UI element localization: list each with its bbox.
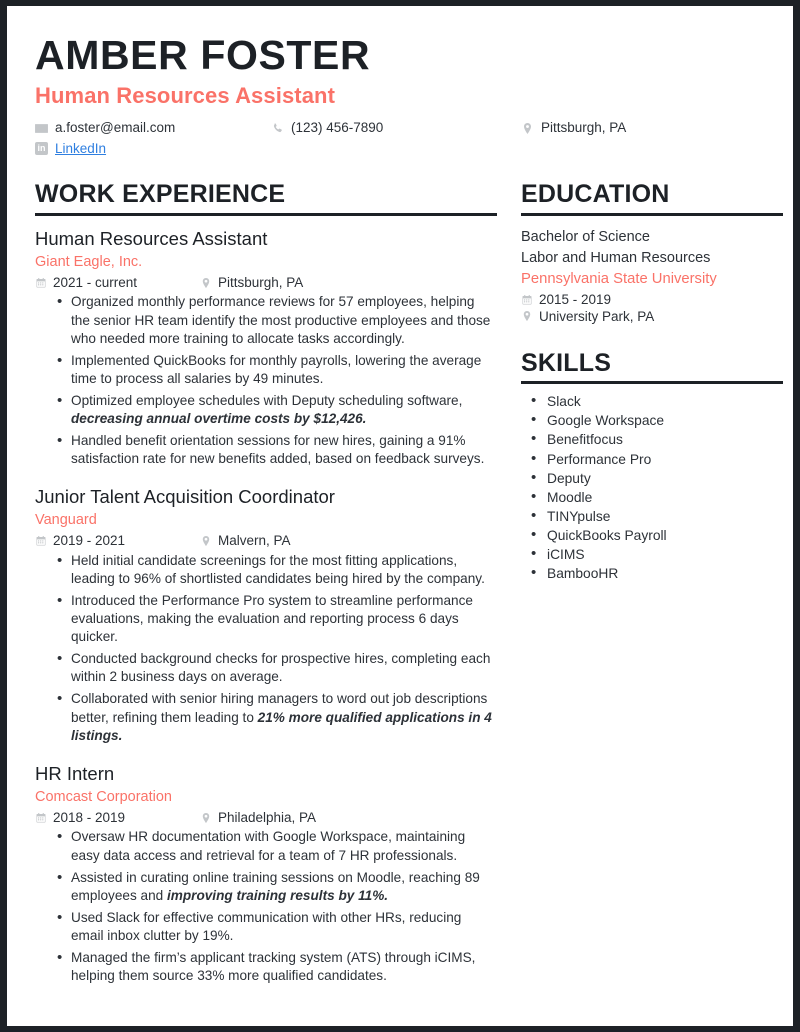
experience-meta [35, 276, 497, 290]
experience-dates [35, 276, 200, 290]
experience-bullet: • Optimized employee schedules with Deputy scheduling software, decreasing annual overtime costs by $12,426. [57, 392, 497, 428]
experience-meta [35, 534, 497, 548]
experience-company: Giant Eagle, Inc. [35, 253, 143, 270]
education-title: EDUCATION [521, 180, 670, 209]
contact-email[interactable] [35, 121, 271, 135]
experience-bullet: • Oversaw HR documentation with Google Workspace, maintaining easy data access and retrieval for a team of 7 HR professionals. [57, 828, 497, 864]
experience-company: Comcast Corporation [35, 788, 172, 805]
skills-rule [521, 381, 783, 384]
education-dates [521, 293, 783, 307]
education-dates-text: 2015 - 2019 [539, 292, 612, 308]
contact-phone-text: (123) 456-7890 [291, 120, 384, 136]
envelope-icon [35, 122, 48, 135]
experience-dates [35, 534, 200, 548]
bullet-emphasis: 21% more qualified applications in 4 listings. [71, 709, 492, 743]
calendar-icon [35, 811, 47, 824]
experience-location-text: Philadelphia, PA [218, 809, 317, 825]
resume-header [35, 34, 765, 155]
calendar-icon [35, 276, 47, 289]
work-experience-section [35, 181, 497, 985]
right-column [521, 181, 783, 582]
skill-item: • Google Workspace [531, 411, 783, 430]
experience-list [35, 227, 497, 985]
experience-bullet: • Managed the firm’s applicant tracking system (ATS) through iCIMS, helping them source 33% more qualified candidates. [57, 949, 497, 985]
education-entry [521, 227, 783, 323]
experience-role: Human Resources Assistant [35, 227, 268, 249]
experience-bullets [35, 828, 497, 985]
skill-item: • Moodle [531, 488, 783, 507]
experience-bullet: • Implemented QuickBooks for monthly payrolls, lowering the average time to process all salaries by 49 minutes. [57, 352, 497, 388]
skill-item: • QuickBooks Payroll [531, 526, 783, 545]
experience-dates [35, 811, 200, 825]
phone-icon [271, 122, 284, 135]
experience-role: Junior Talent Acquisition Coordinator [35, 486, 335, 508]
left-column [35, 181, 497, 985]
skill-item: • iCIMS [531, 545, 783, 564]
contact-email-text: a.foster@email.com [55, 120, 176, 136]
calendar-icon [35, 535, 47, 548]
experience-bullet: • Held initial candidate screenings for the most fitting applications, leading to 96% of shortlisted candidates being hired by the company. [57, 552, 497, 588]
contact-row-primary [35, 121, 765, 135]
candidate-job-title: Human Resources Assistant [35, 83, 336, 109]
resume-body [35, 181, 765, 985]
experience-bullets [35, 293, 497, 468]
map-pin-icon [521, 122, 534, 135]
experience-location [200, 811, 316, 825]
education-section [521, 181, 783, 323]
skills-list [521, 392, 783, 582]
experience-location [200, 276, 303, 290]
skill-item: • TINYpulse [531, 507, 783, 526]
experience-location [200, 534, 291, 548]
bullet-emphasis: decreasing annual overtime costs by $12,426. [71, 410, 367, 426]
experience-bullet: • Handled benefit orientation sessions for new hires, gaining a 91% satisfaction rate for new benefits added, based on feedback surveys. [57, 432, 497, 468]
experience-bullets [35, 552, 497, 745]
experience-bullet: • Assisted in curating online training sessions on Moodle, reaching 89 employees and improving training results by 11%. [57, 869, 497, 905]
education-location-text: University Park, PA [539, 308, 655, 324]
bullet-emphasis: improving training results by 11%. [166, 887, 389, 903]
experience-bullet: • Collaborated with senior hiring managers to word out job descriptions better, refining them leading to 21% more qualified applications in 4 listings. [57, 690, 497, 744]
experience-entry [35, 762, 497, 985]
experience-company: Vanguard [35, 512, 97, 529]
contact-linkedin-link[interactable]: LinkedIn [55, 140, 107, 156]
experience-bullet: • Introduced the Performance Pro system to streamline performance evaluations, making the evaluation and reporting process 6 days quicker. [57, 592, 497, 646]
education-degree: Bachelor of Science [521, 228, 650, 245]
skill-item: • Slack [531, 392, 783, 411]
skill-item: • Benefitfocus [531, 430, 783, 449]
experience-role: HR Intern [35, 762, 115, 784]
experience-dates-text: 2018 - 2019 [53, 809, 126, 825]
experience-bullet: • Used Slack for effective communication with other HRs, reducing email inbox clutter by 19%. [57, 909, 497, 945]
experience-entry [35, 485, 497, 745]
education-location [521, 310, 783, 324]
skills-section [521, 350, 783, 583]
skill-item: • BambooHR [531, 564, 783, 583]
calendar-icon [521, 293, 533, 306]
experience-dates-text: 2021 - current [53, 274, 138, 290]
contact-location [521, 121, 765, 135]
experience-bullet: • Organized monthly performance reviews for 57 employees, helping the senior HR team identify the most productive employees and those who needed more training to allocate tasks accordingly. [57, 293, 497, 347]
work-experience-rule [35, 213, 497, 216]
education-rule [521, 213, 783, 216]
experience-location-text: Malvern, PA [218, 533, 291, 549]
map-pin-icon [521, 310, 533, 323]
contact-phone[interactable] [271, 121, 521, 135]
map-pin-icon [200, 535, 212, 548]
education-school: Pennsylvania State University [521, 270, 717, 287]
experience-location-text: Pittsburgh, PA [218, 274, 304, 290]
experience-meta [35, 811, 497, 825]
experience-dates-text: 2019 - 2021 [53, 533, 126, 549]
map-pin-icon [200, 811, 212, 824]
map-pin-icon [200, 276, 212, 289]
experience-bullet: • Conducted background checks for prospective hires, completing each within 2 business days on average. [57, 650, 497, 686]
skill-item: • Deputy [531, 469, 783, 488]
education-field: Labor and Human Resources [521, 249, 711, 266]
candidate-name: AMBER FOSTER [35, 32, 371, 78]
skills-title: SKILLS [521, 349, 612, 378]
contact-row-secondary [35, 142, 765, 156]
work-experience-title: WORK EXPERIENCE [35, 180, 286, 209]
contact-linkedin[interactable] [35, 142, 106, 156]
skill-item: • Performance Pro [531, 450, 783, 469]
experience-entry [35, 227, 497, 468]
contact-location-text: Pittsburgh, PA [541, 120, 627, 136]
linkedin-icon: in [35, 142, 48, 155]
